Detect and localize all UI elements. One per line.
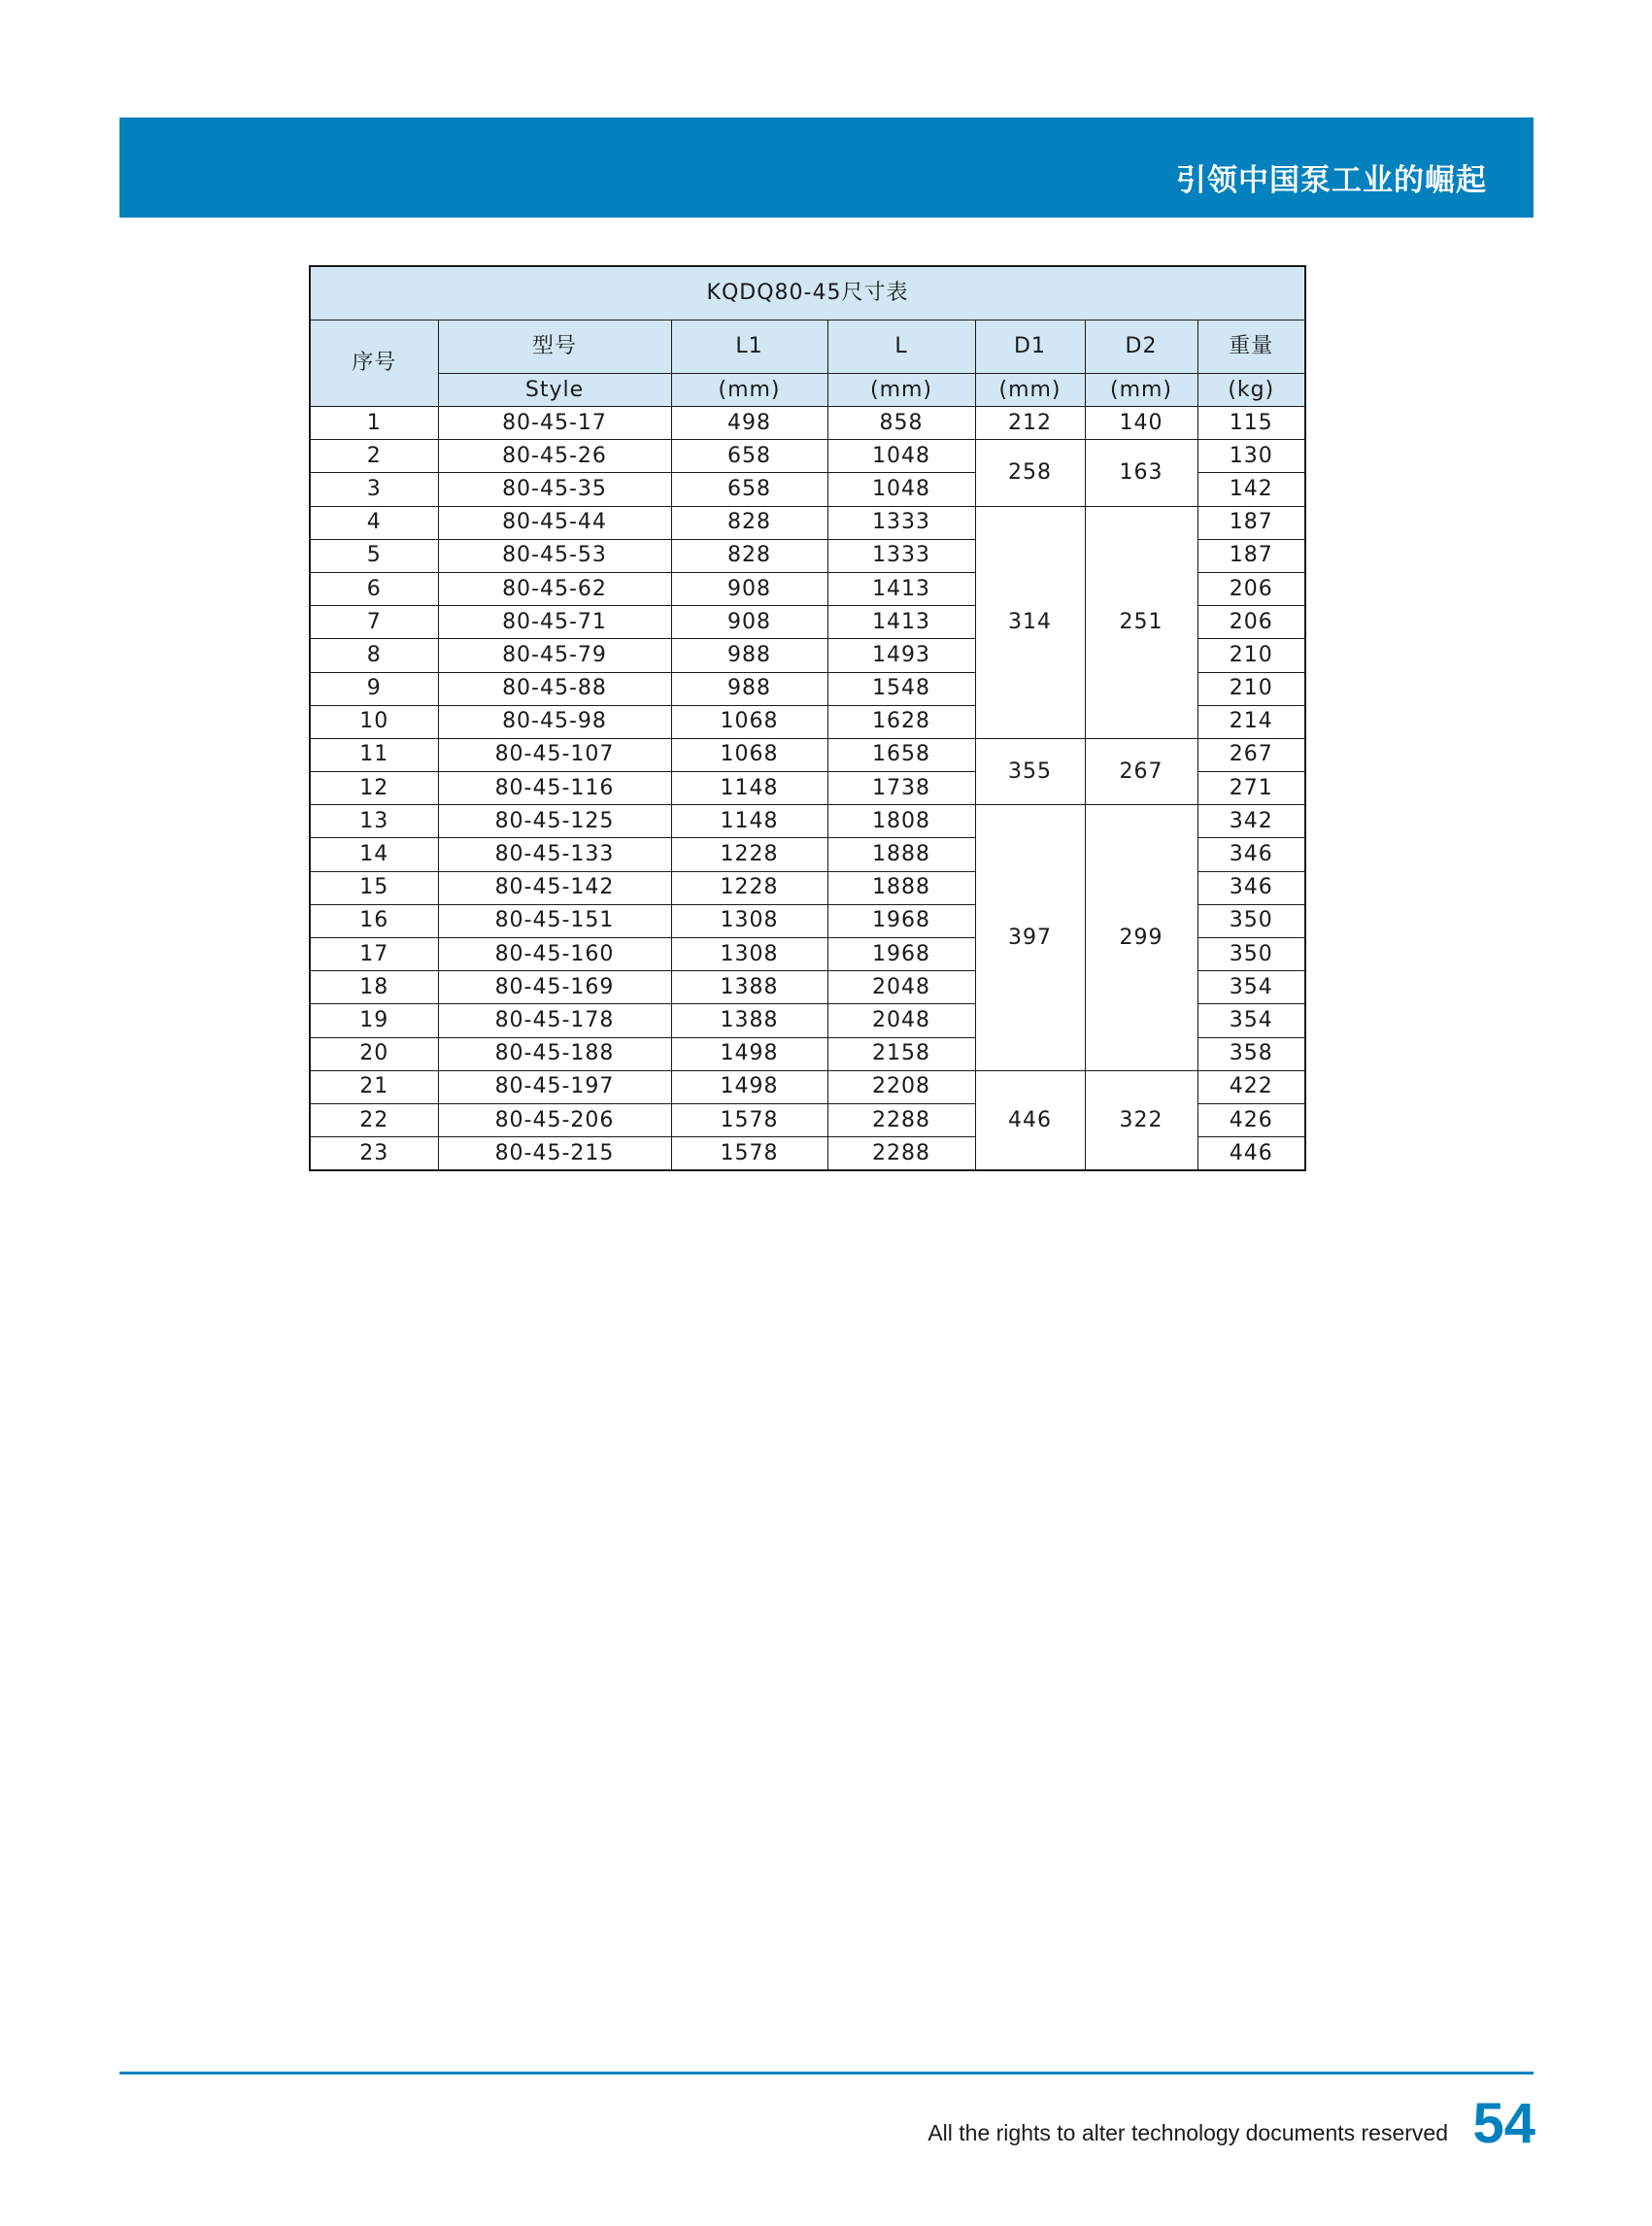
header-weight: 重量 xyxy=(1197,320,1305,374)
cell-l1: 1498 xyxy=(671,1037,827,1070)
cell-seq: 23 xyxy=(310,1137,438,1171)
cell-weight: 358 xyxy=(1197,1037,1305,1070)
cell-l1: 828 xyxy=(671,539,827,572)
cell-d2: 163 xyxy=(1085,440,1197,506)
cell-d2: 251 xyxy=(1085,506,1197,738)
unit-d2: (mm) xyxy=(1085,374,1197,407)
table-body xyxy=(310,407,1305,1171)
footer-rule xyxy=(119,2072,1534,2074)
cell-l: 1333 xyxy=(827,506,975,539)
cell-d2: 267 xyxy=(1085,738,1197,804)
cell-weight: 271 xyxy=(1197,772,1305,805)
cell-model: 80-45-116 xyxy=(438,772,671,805)
header-model: 型号 xyxy=(438,320,671,374)
cell-l1: 658 xyxy=(671,473,827,506)
cell-l: 1628 xyxy=(827,705,975,738)
cell-weight: 115 xyxy=(1197,407,1305,440)
cell-weight: 346 xyxy=(1197,871,1305,904)
cell-d1: 212 xyxy=(975,407,1085,440)
cell-seq: 15 xyxy=(310,871,438,904)
cell-weight: 350 xyxy=(1197,938,1305,971)
cell-l1: 1308 xyxy=(671,938,827,971)
cell-seq: 11 xyxy=(310,738,438,771)
page-number: 54 xyxy=(1472,2092,1535,2155)
header-seq: 序号 xyxy=(310,320,438,407)
cell-model: 80-45-62 xyxy=(438,572,671,605)
cell-d2: 322 xyxy=(1085,1070,1197,1170)
cell-l: 1548 xyxy=(827,672,975,705)
cell-weight: 206 xyxy=(1197,606,1305,639)
header-l1: L1 xyxy=(671,320,827,374)
cell-weight: 187 xyxy=(1197,506,1305,539)
unit-weight: (kg) xyxy=(1197,374,1305,407)
cell-model: 80-45-53 xyxy=(438,539,671,572)
cell-seq: 2 xyxy=(310,440,438,473)
header-bar xyxy=(119,118,1534,218)
cell-d1: 355 xyxy=(975,738,1085,804)
cell-l1: 1068 xyxy=(671,705,827,738)
cell-weight: 346 xyxy=(1197,838,1305,871)
cell-d2: 299 xyxy=(1085,805,1197,1071)
cell-l: 1968 xyxy=(827,938,975,971)
table-row xyxy=(310,440,1305,473)
table-row xyxy=(310,1070,1305,1103)
table-row xyxy=(310,407,1305,440)
header-d1: D1 xyxy=(975,320,1085,374)
cell-weight: 142 xyxy=(1197,473,1305,506)
cell-weight: 422 xyxy=(1197,1070,1305,1103)
cell-seq: 1 xyxy=(310,407,438,440)
cell-seq: 10 xyxy=(310,705,438,738)
table-title-row xyxy=(310,266,1305,320)
cell-model: 80-45-215 xyxy=(438,1137,671,1171)
cell-weight: 206 xyxy=(1197,572,1305,605)
unit-l: (mm) xyxy=(827,374,975,407)
cell-seq: 6 xyxy=(310,572,438,605)
cell-l1: 1308 xyxy=(671,904,827,937)
cell-l1: 1578 xyxy=(671,1137,827,1171)
cell-l1: 988 xyxy=(671,639,827,672)
unit-d1: (mm) xyxy=(975,374,1085,407)
cell-weight: 187 xyxy=(1197,539,1305,572)
cell-l1: 828 xyxy=(671,506,827,539)
cell-weight: 342 xyxy=(1197,805,1305,838)
table-title: KQDQ80-45尺寸表 xyxy=(310,266,1305,320)
cell-seq: 16 xyxy=(310,904,438,937)
cell-l: 1888 xyxy=(827,838,975,871)
cell-model: 80-45-206 xyxy=(438,1103,671,1136)
cell-weight: 426 xyxy=(1197,1103,1305,1136)
cell-model: 80-45-98 xyxy=(438,705,671,738)
footer-rights-text: All the rights to alter technology documents reserved xyxy=(927,2120,1448,2145)
cell-l1: 908 xyxy=(671,572,827,605)
cell-l: 1888 xyxy=(827,871,975,904)
cell-seq: 12 xyxy=(310,772,438,805)
cell-d1: 397 xyxy=(975,805,1085,1071)
cell-l: 1808 xyxy=(827,805,975,838)
cell-weight: 130 xyxy=(1197,440,1305,473)
cell-l1: 1228 xyxy=(671,871,827,904)
cell-l: 1413 xyxy=(827,572,975,605)
table-row xyxy=(310,506,1305,539)
unit-l1: (mm) xyxy=(671,374,827,407)
cell-l: 1048 xyxy=(827,473,975,506)
cell-model: 80-45-178 xyxy=(438,1004,671,1037)
cell-seq: 19 xyxy=(310,1004,438,1037)
cell-l: 2288 xyxy=(827,1103,975,1136)
header-slogan: 引领中国泵工业的崛起 xyxy=(1176,163,1487,198)
cell-l1: 1388 xyxy=(671,1004,827,1037)
table-header-row xyxy=(310,320,1305,374)
cell-l: 1738 xyxy=(827,772,975,805)
header-l: L xyxy=(827,320,975,374)
cell-weight: 210 xyxy=(1197,639,1305,672)
cell-weight: 354 xyxy=(1197,1004,1305,1037)
cell-seq: 22 xyxy=(310,1103,438,1136)
cell-l: 2288 xyxy=(827,1137,975,1171)
cell-seq: 17 xyxy=(310,938,438,971)
cell-model: 80-45-71 xyxy=(438,606,671,639)
cell-seq: 13 xyxy=(310,805,438,838)
cell-model: 80-45-142 xyxy=(438,871,671,904)
cell-seq: 7 xyxy=(310,606,438,639)
cell-l1: 908 xyxy=(671,606,827,639)
cell-weight: 354 xyxy=(1197,971,1305,1004)
cell-model: 80-45-44 xyxy=(438,506,671,539)
cell-seq: 18 xyxy=(310,971,438,1004)
cell-model: 80-45-125 xyxy=(438,805,671,838)
cell-l: 1413 xyxy=(827,606,975,639)
cell-seq: 14 xyxy=(310,838,438,871)
cell-l1: 1578 xyxy=(671,1103,827,1136)
cell-l1: 1148 xyxy=(671,805,827,838)
cell-seq: 9 xyxy=(310,672,438,705)
cell-weight: 214 xyxy=(1197,705,1305,738)
cell-l: 2048 xyxy=(827,971,975,1004)
cell-d1: 314 xyxy=(975,506,1085,738)
cell-seq: 8 xyxy=(310,639,438,672)
cell-l1: 1228 xyxy=(671,838,827,871)
cell-l1: 498 xyxy=(671,407,827,440)
cell-l: 1048 xyxy=(827,440,975,473)
cell-seq: 3 xyxy=(310,473,438,506)
cell-l: 1493 xyxy=(827,639,975,672)
cell-l1: 658 xyxy=(671,440,827,473)
cell-model: 80-45-197 xyxy=(438,1070,671,1103)
cell-model: 80-45-88 xyxy=(438,672,671,705)
cell-l: 2158 xyxy=(827,1037,975,1070)
cell-d1: 258 xyxy=(975,440,1085,506)
cell-model: 80-45-169 xyxy=(438,971,671,1004)
header-style: Style xyxy=(438,374,671,407)
cell-model: 80-45-151 xyxy=(438,904,671,937)
cell-model: 80-45-17 xyxy=(438,407,671,440)
cell-l1: 1148 xyxy=(671,772,827,805)
cell-l: 2208 xyxy=(827,1070,975,1103)
cell-d1: 446 xyxy=(975,1070,1085,1170)
cell-model: 80-45-26 xyxy=(438,440,671,473)
cell-l1: 1498 xyxy=(671,1070,827,1103)
cell-l: 2048 xyxy=(827,1004,975,1037)
cell-model: 80-45-35 xyxy=(438,473,671,506)
cell-l: 1968 xyxy=(827,904,975,937)
cell-l: 858 xyxy=(827,407,975,440)
dimension-table xyxy=(309,265,1306,1171)
cell-weight: 267 xyxy=(1197,738,1305,771)
header-d2: D2 xyxy=(1085,320,1197,374)
cell-seq: 4 xyxy=(310,506,438,539)
cell-l1: 988 xyxy=(671,672,827,705)
table-unit-row xyxy=(310,374,1305,407)
cell-l: 1658 xyxy=(827,738,975,771)
cell-weight: 210 xyxy=(1197,672,1305,705)
cell-seq: 20 xyxy=(310,1037,438,1070)
cell-model: 80-45-133 xyxy=(438,838,671,871)
cell-weight: 350 xyxy=(1197,904,1305,937)
cell-weight: 446 xyxy=(1197,1137,1305,1171)
cell-seq: 21 xyxy=(310,1070,438,1103)
cell-l1: 1068 xyxy=(671,738,827,771)
cell-l: 1333 xyxy=(827,539,975,572)
cell-l1: 1388 xyxy=(671,971,827,1004)
cell-model: 80-45-188 xyxy=(438,1037,671,1070)
cell-d2: 140 xyxy=(1085,407,1197,440)
table-row xyxy=(310,738,1305,771)
cell-model: 80-45-160 xyxy=(438,938,671,971)
cell-seq: 5 xyxy=(310,539,438,572)
cell-model: 80-45-107 xyxy=(438,738,671,771)
table-row xyxy=(310,805,1305,838)
cell-model: 80-45-79 xyxy=(438,639,671,672)
